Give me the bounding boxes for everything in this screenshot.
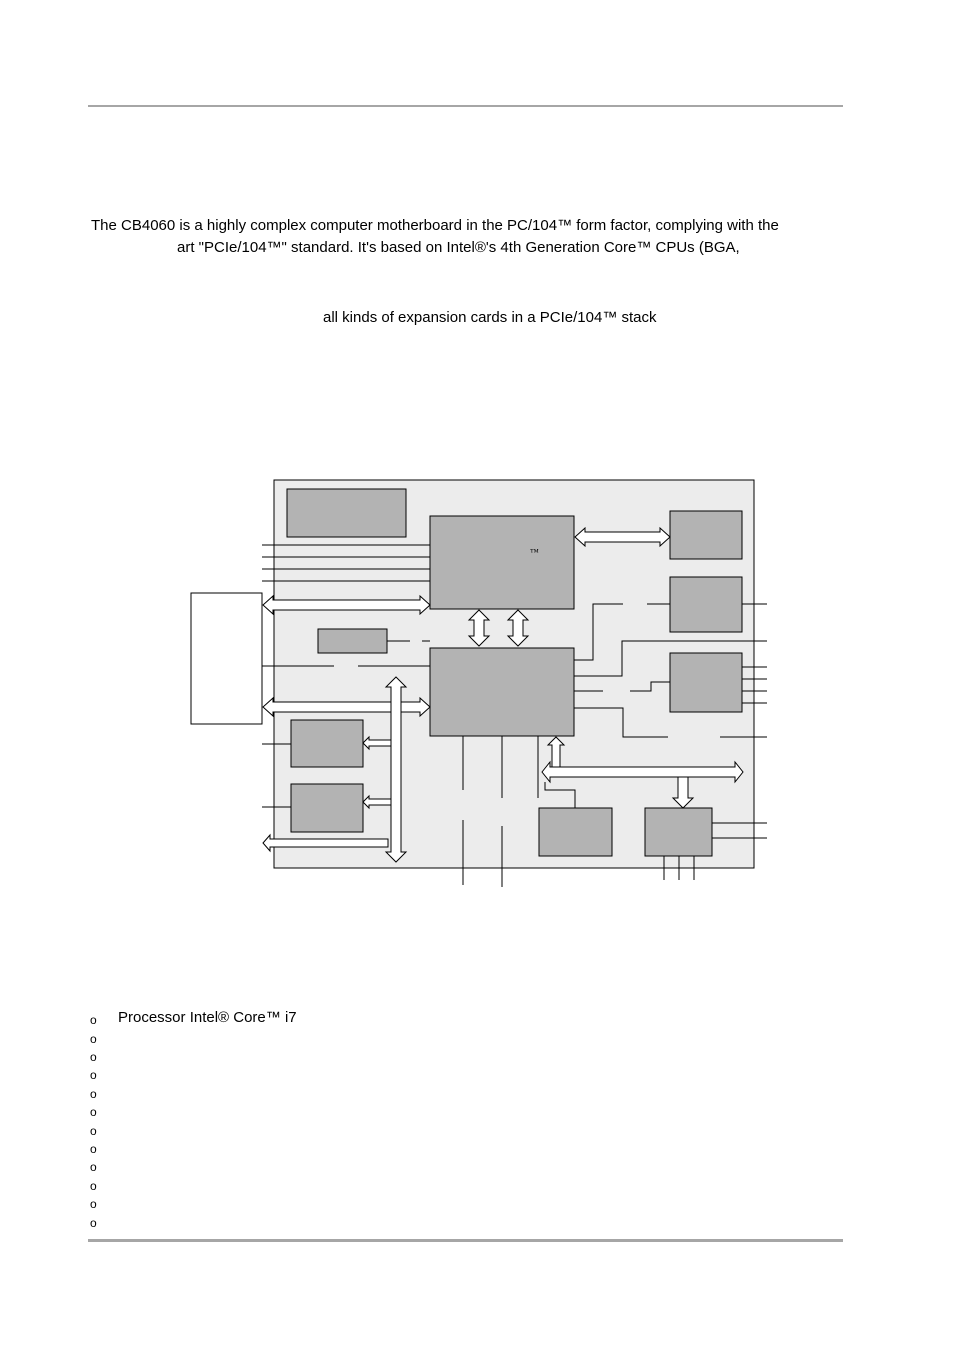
bullet-6: o	[90, 1105, 97, 1119]
block-top-left	[287, 489, 406, 537]
intro-line-2: art "PCIe/104™" standard. It's based on Intel®'s 4th Generation Core™ CPUs (BGA,	[177, 239, 740, 256]
block-right-1	[670, 511, 742, 559]
bullet-7: o	[90, 1124, 97, 1138]
bullet-8: o	[90, 1142, 97, 1156]
bullet-1: o	[90, 1013, 97, 1027]
chipset-block	[430, 648, 574, 736]
bullet-10: o	[90, 1179, 97, 1193]
bullet-9: o	[90, 1160, 97, 1174]
cpu-tm-mark: ™	[530, 547, 539, 557]
block-bottom-2	[645, 808, 712, 856]
footer-rule	[88, 1239, 843, 1242]
bullet-3: o	[90, 1050, 97, 1064]
feature-item-1: Processor Intel® Core™ i7	[118, 1009, 297, 1026]
cpu-block	[430, 516, 574, 609]
bullet-5: o	[90, 1087, 97, 1101]
intro-line-3: all kinds of expansion cards in a PCIe/104™ stack	[323, 309, 657, 326]
bullet-11: o	[90, 1197, 97, 1211]
external-connector-box	[191, 593, 262, 724]
intro-line-1: The CB4060 is a highly complex computer motherboard in the PC/104™ form factor, complying with the	[91, 217, 779, 234]
bullet-4: o	[90, 1068, 97, 1082]
bullet-12: o	[90, 1216, 97, 1230]
bullet-2: o	[90, 1032, 97, 1046]
block-small-mid	[318, 629, 387, 653]
block-bottom-1	[539, 808, 612, 856]
block-left-lower-2	[291, 784, 363, 832]
block-right-3	[670, 653, 742, 712]
block-right-2	[670, 577, 742, 632]
block-left-lower-1	[291, 720, 363, 767]
